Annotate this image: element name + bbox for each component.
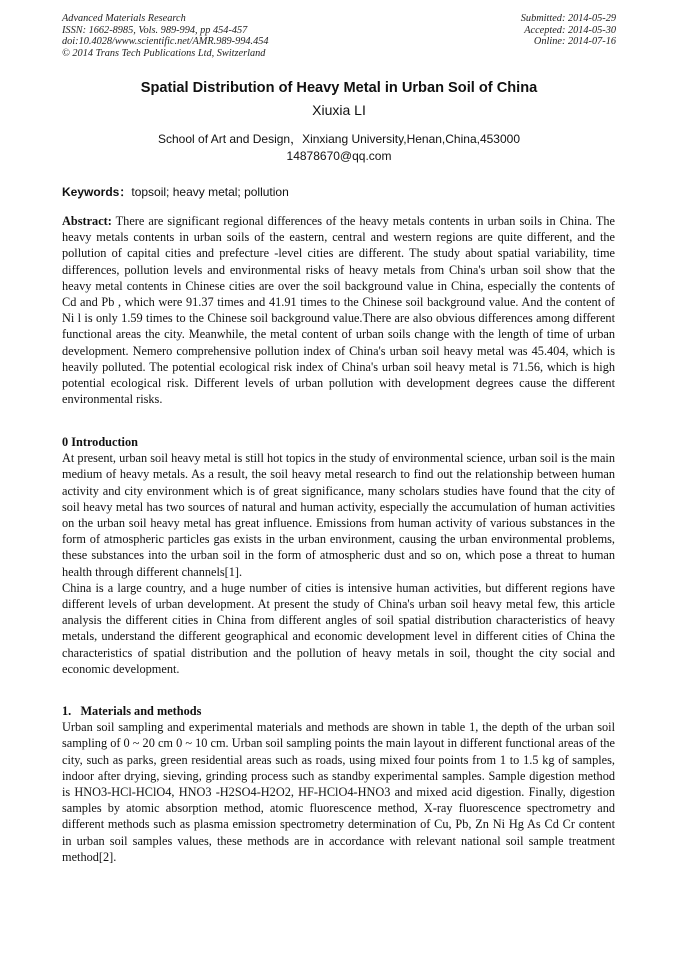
journal-name: Advanced Materials Research bbox=[62, 13, 186, 24]
introduction-section bbox=[62, 434, 615, 677]
introduction-paragraph-2: China is a large country, and a huge number of cities is intensive human activities, but different regions have different levels of urban development. At present the study of China's urban soil heavy metal few, this article analysis the different cities in China from different angles of soil spatial distribution characteristics of heavy metals, understand the different geographical and economic development level in different cities of China the characteristics of spatial distribution and the pollution of heavy metals in soil, thought the city social and economic development. bbox=[62, 580, 615, 676]
issn-line: ISSN: 1662-8985, Vols. 989-994, pp 454-457 bbox=[62, 24, 248, 36]
submission-dates bbox=[521, 13, 616, 48]
publication-header bbox=[62, 13, 616, 65]
abstract-section bbox=[62, 213, 615, 407]
abstract-text: There are significant regional differences of the heavy metals contents in urban soils in China. The heavy metals contents in urban soils of the eastern, central and western regions are quite different, and the pollution of capital cities and prefecture -level cities are different. The study about spatial variability, time differences, pollution levels and environmental risks of heavy metals from China's urban soil show that the heavy metal contents in Chinese cities are over the soil background value in China, especially the contents of Cd and Pb , which were 91.37 times and 41.91 times to the Chinese soil background value. And the content of Ni l is only 1.59 times to the Chinese soil background value.There are also obvious differences among different functional areas the city. Meanwhile, the metal content of urban soils change with the length of time of urban development. Nemero comprehensive pollution index of China's urban soil heavy metal was 45.404, which is heavily polluted. The potential ecological risk index of China's urban soil heavy metal is 71.56, which is high potential ecological risk. Different levels of urban pollution with development degrees cause the different environmental risks. bbox=[62, 214, 615, 407]
abstract-label: Abstract: bbox=[62, 214, 112, 228]
abstract-paragraph bbox=[62, 213, 615, 407]
accepted-date: Accepted: 2014-05-30 bbox=[524, 24, 616, 36]
introduction-paragraph-1: At present, urban soil heavy metal is still hot topics in the study of environmental science, urban soil is the main medium of heavy metals. As a result, the soil heavy metal research to find out the relationship between human activity and city environment which is of great significance, many scholars studies have found that the city of soil heavy metal has two sources of natural and human activity, especially the accumulation of human activities on the urban soil heavy metal has great influence. Emissions from human activity of various substances in the form of atmospheric particles gas exists in the urban environment, causing the urban environmental problems, these substances into the urban soil in the form of atmospheric dust and so on, which pose a threat to human health through different channels[1]. bbox=[62, 451, 615, 579]
copyright-line: © 2014 Trans Tech Publications Ltd, Switzerland bbox=[62, 47, 266, 59]
author-name: Xiuxia LI bbox=[312, 102, 366, 118]
publication-info bbox=[62, 13, 269, 59]
author-affiliation-block bbox=[0, 131, 678, 165]
affiliation: School of Art and Design，Xinxiang University,Henan,China,453000 bbox=[158, 132, 520, 146]
keywords-text: topsoil; heavy metal; pollution bbox=[131, 185, 289, 199]
paper-title: Spatial Distribution of Heavy Metal in Urban Soil of China bbox=[140, 80, 538, 96]
keywords-label: Keywords： bbox=[62, 185, 132, 199]
methods-heading: 1. Materials and methods bbox=[62, 704, 202, 718]
online-date: Online: 2014-07-16 bbox=[533, 36, 616, 48]
methods-section bbox=[62, 703, 615, 865]
methods-paragraph-1: Urban soil sampling and experimental materials and methods are shown in table 1, the depth of the urban soil sampling of 0 ~ 20 cm 0 ~ 10 cm. Urban soil sampling points the main layout in different functional areas of the city, such as parks, green residential areas such as roads, using mixed four points from 1 to 1.5 kg of samples, indoor after drying, sieving, grinding process such as standby experimental samples. Sample digestion method is HNO3-HCl-HClO4, HNO3 -H2SO4-H2O2, HF-HClO4-HNO3 and mixed acid digestion. Finally, digestion samples by atomic absorption method, atomic fluorescence method, X-ray fluorescence spectrometry and different methods such as plasma emission spectrometry determination of Cu, Pb, Zn Ni Hg As Cd Cr content in urban soil samples values, these methods are in accordance with relevant national soil sample treatment method[2]. bbox=[62, 720, 615, 864]
submitted-date: Submitted: 2014-05-29 bbox=[520, 13, 616, 24]
introduction-heading: 0 Introduction bbox=[62, 435, 138, 449]
keywords-line bbox=[62, 183, 289, 200]
doi-line: doi:10.4028/www.scientific.net/AMR.989-994.454 bbox=[62, 36, 269, 48]
author-email: 14878670@qq.com bbox=[286, 149, 392, 163]
